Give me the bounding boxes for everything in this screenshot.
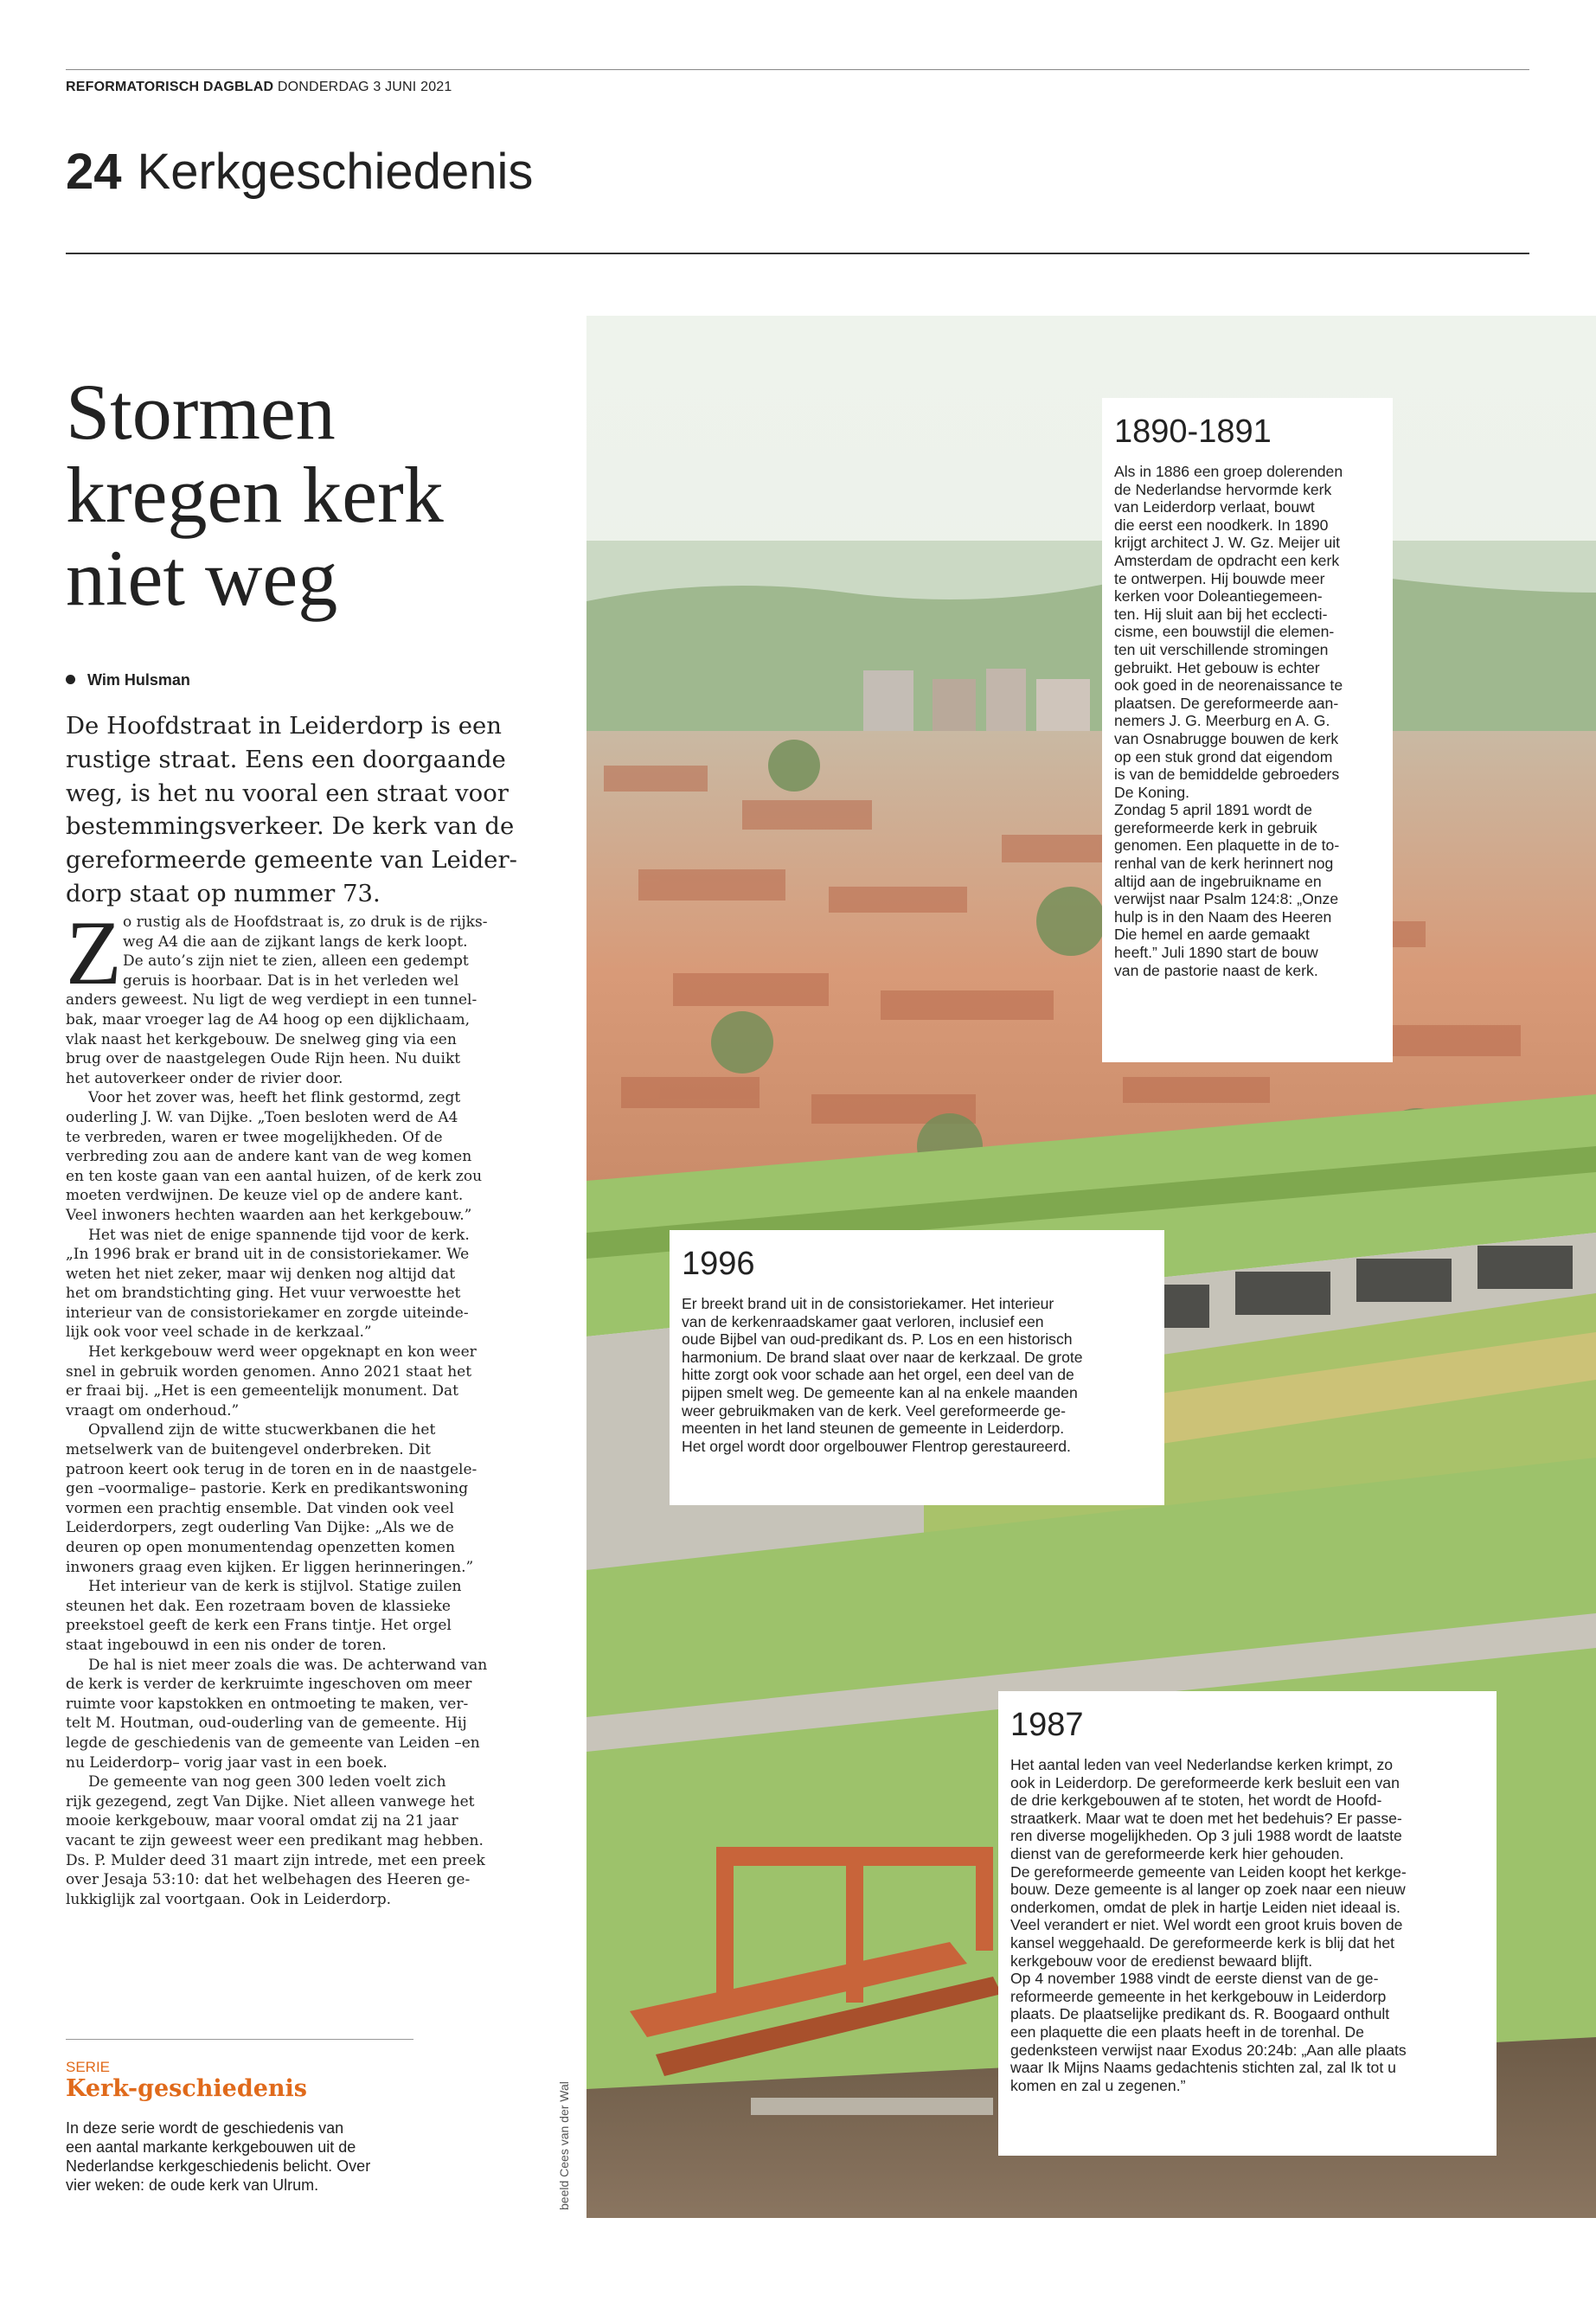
body-line: moeten verdwijnen. De keuze viel op de andere kant. [66, 1187, 464, 1205]
text-line: harmonium. De brand slaat over naar de kerkzaal. De grote [682, 1348, 1083, 1366]
text-line: kerken voor Doleantiegemeen- [1114, 587, 1323, 606]
text-line: onderkomen, omdat de plek in hartje Leiden niet ideaal is. [1010, 1898, 1401, 1916]
text-line: De Koning. [1114, 783, 1190, 801]
body-line: patroon keert ook terug in de toren en in de naastgele- [66, 1460, 478, 1478]
body-line: Opvallend zijn de witte stucwerkbanen die het [88, 1421, 436, 1439]
text-line: De Hoofdstraat in Leiderdorp is een [66, 712, 502, 740]
body-line: vlak naast het kerkgebouw. De snelweg ging via een [66, 1030, 457, 1048]
body-line: anders geweest. Nu ligt de weg verdiept in een tunnel- [66, 991, 478, 1009]
text-line: bouw. Deze gemeente is al langer op zoek naar een nieuw [1010, 1881, 1406, 1899]
text-line: van Leiderdorp verlaat, bouwt [1114, 498, 1315, 516]
text-line: weer gebruikmaken van de kerk. Veel gereformeerde ge- [682, 1401, 1066, 1420]
body-line: rijk gezegend, zegt Van Dijke. Niet alleen vanwege het [66, 1792, 475, 1811]
masthead [66, 80, 452, 95]
body-line: ouderling J. W. van Dijke. „Toen besloten werd de A4 [66, 1108, 458, 1126]
body-line: telt M. Houtman, oud-ouderling van de gemeente. Hij [66, 1715, 467, 1733]
body-line: De gemeente van nog geen 300 leden voelt zich [88, 1773, 446, 1791]
body-line: het om brandstichting ging. Het vuur verwoestte het [66, 1285, 461, 1303]
text-line: nemers J. G. Meerburg en A. G. [1114, 712, 1330, 730]
body-line: Het interieur van de kerk is stijlvol. Statige zuilen [88, 1578, 462, 1596]
body-line: nu Leiderdorp– vorig jaar vast in een boek. [66, 1753, 388, 1772]
body-line: vormen een prachtig ensemble. Dat vinden ook veel [66, 1499, 454, 1517]
body-line: brug over de naastgelegen Oude Rijn heen. Nu duikt [66, 1050, 461, 1068]
body-line: De auto’s zijn niet te zien, alleen een gedempt [123, 952, 469, 971]
body-line: het autoverkeer onder de rivier door. [66, 1069, 343, 1087]
timeline-year: 1987 [1010, 1707, 1084, 1743]
text-line: hulp is in den Naam des Heeren [1114, 907, 1332, 926]
body-line: Het kerkgebouw werd weer opgeknapt en kon weer [88, 1343, 477, 1362]
text-line: van de kerkenraadskamer gaat verloren, inclusief een [682, 1312, 1044, 1330]
timeline-text [1114, 463, 1381, 979]
text-line: op een stuk grond dat eigendom [1114, 747, 1333, 766]
body-line: Het was niet de enige spannende tijd voor de kerk. [88, 1226, 470, 1244]
timeline-text [682, 1295, 1152, 1455]
timeline-text [1010, 1756, 1484, 2094]
body-line: er fraai bij. „Het is een gemeentelijk monument. Dat [66, 1382, 458, 1400]
text-line: dorp staat op nummer 73. [66, 879, 381, 907]
text-line: de drie kerkgebouwen af te stoten, het wordt de Hoofd- [1010, 1791, 1382, 1810]
body-line: o rustig als de Hoofdstraat is, zo druk is de rijks- [123, 913, 488, 931]
section-title: Kerkgeschiedenis [137, 144, 534, 200]
text-line: is van de bemiddelde gebroeders [1114, 766, 1340, 784]
body-line: inwoners graag even kijken. Er liggen herinneringen.” [66, 1558, 474, 1576]
text-line: gedenksteen verwijst naar Exodus 20:24b: „Aan alle plaats [1010, 2041, 1407, 2059]
newspaper-name: REFORMATORISCH DAGBLAD [66, 80, 274, 94]
text-line: Er breekt brand uit in de consistoriekamer. Het interieur [682, 1295, 1054, 1312]
byline [66, 671, 190, 689]
body-line: en ten koste gaan van een aantal huizen, of de kerk zou [66, 1167, 483, 1185]
issue-date: DONDERDAG 3 JUNI 2021 [277, 80, 452, 94]
body-line: lukkiglijk zal voortgaan. Ook in Leiderdorp. [66, 1890, 392, 1908]
body-line: deuren op open monumentendag openzetten komen [66, 1539, 455, 1556]
body-line: mooie kerkgebouw, maar vooral omdat zij na 21 jaar [66, 1812, 458, 1830]
body-line: lijk ook voor veel schade in de kerkzaal.” [66, 1324, 372, 1342]
headline-line: kregen kerk [66, 451, 444, 539]
body-line: Veel inwoners hechten waarden aan het kerkgebouw.” [66, 1206, 472, 1224]
text-line: heeft.” Juli 1890 start de bouw [1114, 944, 1318, 962]
body-line: verbreding zou aan de andere kant van de weg komen [66, 1148, 472, 1166]
text-line: rustige straat. Eens een doorgaande [66, 745, 506, 773]
timeline-year: 1996 [682, 1246, 755, 1282]
text-line: gereformeerde gemeente van Leider- [66, 846, 517, 875]
top-rule [66, 69, 1529, 70]
text-line: hitte zorgt ook voor schade aan het orgel, een deel van de [682, 1366, 1074, 1384]
section-rule [66, 253, 1529, 254]
text-line: te ontwerpen. Hij bouwde meer [1114, 569, 1325, 587]
body-line: interieur van de consistoriekamer en zorgde uiteinde- [66, 1304, 469, 1322]
text-line: Als in 1886 een groep dolerenden [1114, 463, 1343, 480]
text-line: Zondag 5 april 1891 wordt de [1114, 801, 1312, 819]
article-intro [66, 709, 550, 911]
text-line: die eerst een noodkerk. In 1890 [1114, 516, 1329, 534]
text-line: verwijst naar Psalm 124:8: „Onze [1114, 890, 1339, 908]
text-line: ten uit verschillende stromingen [1114, 640, 1329, 658]
text-line: krijgt architect J. W. Gz. Meijer uit [1114, 534, 1341, 552]
text-line: Nederlandse kerkgeschiedenis belicht. Over [66, 2157, 371, 2175]
body-line: „In 1996 brak er brand uit in de consistoriekamer. We [66, 1246, 470, 1264]
body-line: snel in gebruik worden genomen. Anno 2021 staat het [66, 1362, 472, 1381]
body-line: metselwerk van de buitengevel onderbreken. Dit [66, 1441, 432, 1459]
text-line: pijpen smelt weg. De gemeente kan al na enkele maanden [682, 1383, 1078, 1401]
body-line: legde de geschiedenis van de gemeente van Leiden –en [66, 1734, 480, 1752]
text-line: een plaquette die een plaats heeft in de torenhal. De [1010, 2022, 1364, 2041]
text-line: Op 4 november 1988 vindt de eerste dienst van de ge- [1010, 1970, 1379, 1988]
text-line: bestemmingsverkeer. De kerk van de [66, 812, 515, 841]
body-line: preekstoel geeft de kerk een Frans tintje. Het orgel [66, 1617, 452, 1635]
text-line: kerkgebouw voor de eredienst bewaard blijft. [1010, 1952, 1313, 1970]
text-line: Veel verandert er niet. Wel wordt een groot kruis boven de [1010, 1916, 1403, 1934]
body-line: staat ingebouwd in een nis onder de toren. [66, 1636, 387, 1654]
text-line: Het aantal leden van veel Nederlandse kerken krimpt, zo [1010, 1756, 1394, 1773]
text-line: Die hemel en aarde gemaakt [1114, 926, 1310, 944]
text-line: cisme, een bouwstijl die elemen- [1114, 623, 1335, 641]
bullet-icon [66, 675, 75, 684]
body-line: Ds. P. Mulder deed 31 maart zijn intrede, met een preek [66, 1851, 485, 1869]
body-line: vraagt om onderhoud.” [66, 1401, 240, 1420]
body-line: gen –voormalige– pastorie. Kerk en predikantswoning [66, 1480, 469, 1498]
body-line: Leiderdorpers, zegt ouderling Van Dijke: „Als we de [66, 1519, 454, 1537]
headline-line: niet weg [66, 534, 338, 622]
text-line: gereformeerde kerk in gebruik [1114, 818, 1317, 836]
body-line: te verbreden, waren er twee mogelijkheden. Of de [66, 1128, 443, 1146]
body-line: over Jesaja 53:10: dat het welbehagen des Heeren ge- [66, 1871, 471, 1889]
timeline-box-1987 [998, 1691, 1497, 2156]
body-line: de kerk is verder de kerkruimte ingeschoven om meer [66, 1676, 472, 1694]
body-line: geruis is hoorbaar. Dat is in het verleden wel [123, 971, 459, 990]
serie-description [66, 2118, 412, 2195]
text-line: kansel weggehaald. De gereformeerde kerk is blij dat het [1010, 1933, 1395, 1952]
text-line: ook in Leiderdorp. De gereformeerde kerk besluit een van [1010, 1773, 1400, 1791]
article-body [66, 902, 498, 1909]
text-line: waar Ik Mijns Naams gedachtenis stichten zal, zal Ik tot u [1010, 2059, 1396, 2077]
section-header [66, 143, 533, 201]
text-line: De gereformeerde gemeente van Leiden koopt het kerkge- [1010, 1862, 1407, 1881]
text-line: ten. Hij sluit aan bij het ecclecti- [1114, 605, 1328, 623]
author-name: Wim Hulsman [87, 671, 190, 689]
timeline-box-1996 [670, 1230, 1164, 1505]
text-line: van Osnabrugge bouwen de kerk [1114, 729, 1339, 747]
body-line: weten het niet zeker, maar wij denken nog altijd dat [66, 1265, 456, 1283]
text-line: dienst van de gereformeerde kerk hier gehouden. [1010, 1844, 1344, 1862]
text-line: genomen. Een plaquette in de to- [1114, 836, 1340, 855]
body-line: Voor het zover was, heeft het flink gestormd, zegt [88, 1089, 461, 1107]
text-line: weg, is het nu vooral een straat voor [66, 779, 509, 807]
page-number: 24 [66, 144, 122, 200]
text-line: Het orgel wordt door orgelbouwer Flentrop gerestaureerd. [682, 1437, 1071, 1455]
text-line: de Nederlandse hervormde kerk [1114, 480, 1332, 498]
text-line: altijd aan de ingebruikname en [1114, 872, 1322, 890]
text-line: straatkerk. Maar wat te doen met het bedehuis? Er passe- [1010, 1809, 1402, 1827]
text-line: oude Bijbel van oud-predikant ds. P. Los en een historisch [682, 1330, 1073, 1349]
text-line: plaats. De plaatselijke predikant ds. R. Boogaard onthult [1010, 2005, 1390, 2023]
text-line: Amsterdam de opdracht een kerk [1114, 551, 1340, 569]
body-line: De hal is niet meer zoals die was. De achterwand van [88, 1656, 488, 1674]
photo-credit: beeld Cees van der Wal [557, 2081, 571, 2210]
text-line: reformeerde gemeente in het kerkgebouw in Leiderdorp [1010, 1987, 1387, 2005]
text-line: meenten in het land steunen de gemeente in Leiderdorp. [682, 1420, 1065, 1438]
headline-line: Stormen [66, 368, 336, 456]
body-line: ruimte voor kapstokken en ontmoeting te maken, ver- [66, 1695, 469, 1713]
text-line: vier weken: de oude kerk van Ulrum. [66, 2176, 319, 2194]
text-line: ook goed in de neorenaissance te [1114, 676, 1343, 695]
article-headline [66, 368, 550, 622]
text-line: ren diverse mogelijkheden. Op 3 juli 1988 wordt de laatste [1010, 1827, 1402, 1845]
serie-divider [66, 2039, 413, 2040]
body-line: weg A4 die aan de zijkant langs de kerk loopt. [123, 933, 468, 951]
drop-cap: Z [66, 902, 122, 1003]
text-line: renhal van de kerk herinnert nog [1114, 855, 1334, 873]
text-line: een aantal markante kerkgebouwen uit de [66, 2138, 356, 2156]
text-line: In deze serie wordt de geschiedenis van [66, 2119, 344, 2137]
body-line: vacant te zijn geweest weer een predikant mag hebben. [66, 1831, 484, 1849]
text-line: van de pastorie naast de kerk. [1114, 961, 1318, 979]
timeline-box-1890-1891 [1102, 398, 1393, 1062]
body-line: steunen het dak. Een rozetraam boven de klassieke [66, 1597, 451, 1615]
text-line: komen en zal u zegenen.” [1010, 2076, 1186, 2094]
body-line: bak, maar vroeger lag de A4 hoog op een dijklichaam, [66, 1010, 470, 1029]
text-line: gebruikt. Het gebouw is echter [1114, 658, 1320, 676]
serie-kicker: SERIE [66, 2059, 111, 2075]
serie-title: Kerk-geschiedenis [66, 2075, 308, 2102]
timeline-year: 1890-1891 [1114, 413, 1272, 450]
text-line: plaatsen. De gereformeerde aan- [1114, 694, 1339, 712]
